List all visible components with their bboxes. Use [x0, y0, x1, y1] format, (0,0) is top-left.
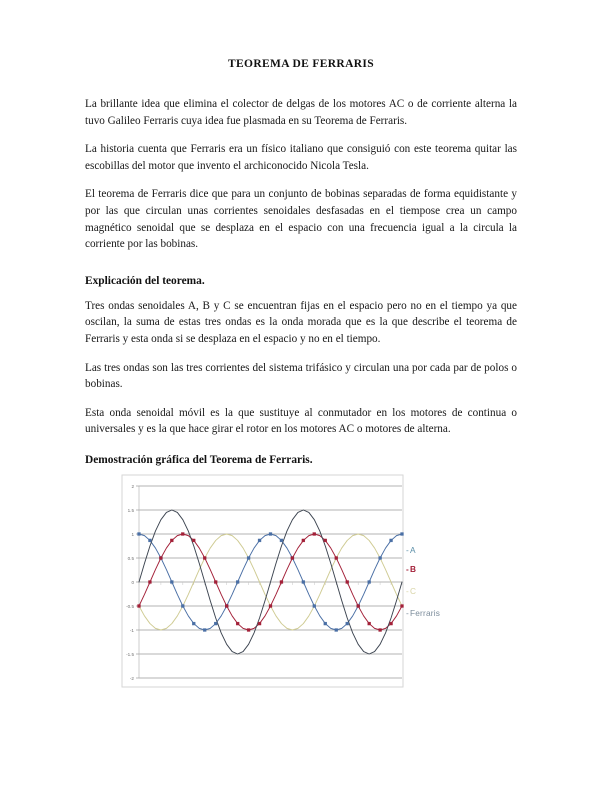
svg-text:2: 2	[131, 484, 134, 489]
legend-dash-a: -	[406, 545, 409, 555]
figure-heading-demostracion: Demostración gráfica del Teorema de Ferraris.	[85, 453, 313, 466]
section-heading-explicacion: Explicación del teorema.	[85, 274, 205, 287]
svg-text:1: 1	[131, 532, 134, 537]
svg-text:0: 0	[131, 580, 134, 585]
ferraris-waveform-chart	[110, 470, 470, 722]
legend-label-b: B	[409, 564, 417, 574]
svg-text:-1: -1	[129, 628, 134, 633]
legend-dash-ferraris: -	[406, 608, 409, 618]
legend-label-ferraris: Ferraris	[409, 608, 441, 618]
document-body	[85, 58, 517, 466]
section-paragraph-3: Esta onda senoidal móvil es la que sustituye al conmutador en los motores de continua o universales y es la que hace girar el rotor en los motores AC o motores de alterna.	[85, 406, 517, 436]
chart-frame	[122, 475, 403, 687]
section-paragraph-2: Las tres ondas son las tres corrientes del sistema trifásico y circulan una por cada par de polos o bobinas.	[85, 361, 517, 391]
legend-label-a: A	[409, 545, 416, 555]
chart-canvas	[110, 470, 470, 722]
svg-text:-2: -2	[129, 676, 134, 681]
legend-dash-b: -	[406, 564, 409, 574]
paragraph-1: La brillante idea que elimina el colector de delgas de los motores AC o de corriente alterna la tuvo Galileo Ferraris cuya idea fue plasmada en su Teorema de Ferraris.	[85, 98, 517, 127]
svg-text:-0.5: -0.5	[126, 604, 134, 609]
svg-text:-1.5: -1.5	[126, 652, 134, 657]
section-paragraph-1: Tres ondas senoidales A, B y C se encuentran fijas en el espacio pero no en el tiempo ya que oscilan, la suma de estas tres ondas es la onda morada que es la que describe el teorema de Ferraris y esta onda si se desplaza en el espacio y no en el tiempo.	[85, 299, 517, 345]
page-title: TEOREMA DE FERRARIS	[228, 58, 374, 70]
legend-dash-c: -	[406, 586, 409, 596]
svg-text:1.5: 1.5	[127, 508, 134, 513]
legend-label-c: C	[409, 586, 417, 596]
paragraph-3: El teorema de Ferraris dice que para un conjunto de bobinas separadas de forma equidistante y por las que circulan unas corrientes senoidales desfasadas en el tiempose crea un campo magnético senoidal que se desplaza en el espacio con una frecuencia igual a la circula la corriente por las bobinas.	[85, 188, 517, 251]
paragraph-2: La historia cuenta que Ferraris era un físico italiano que consiguió con este teorema quitar las escobillas del motor que invento el archiconocido Nicola Tesla.	[85, 143, 517, 172]
svg-text:0.5: 0.5	[127, 556, 134, 561]
